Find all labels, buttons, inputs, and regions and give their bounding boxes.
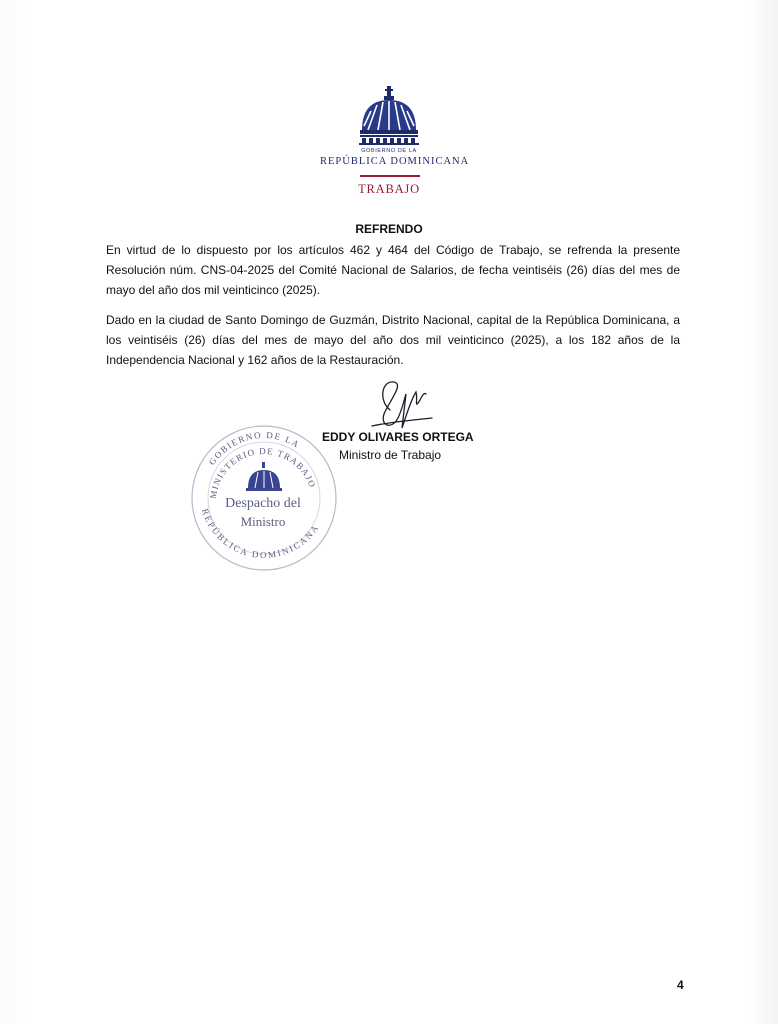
dome-icon: [356, 84, 422, 146]
document-heading: REFRENDO: [355, 222, 423, 236]
seal-inner-text: MINISTERIO DE TRABAJO: [207, 445, 318, 500]
paragraph-dado: Dado en la ciudad de Santo Domingo de Guzmán, Distrito Nacional, capital de la República Dominicana, a los veintiséis (26) días del mes de mayo del año dos mil veinticinco (2025), a los 182 años de la Independencia Nacional y 162 años de la Restauración.: [106, 313, 680, 367]
seal-dome-icon: [246, 462, 282, 491]
seal-center-line1: Despacho del: [225, 496, 301, 511]
paragraph-refrendo: En virtud de lo dispuesto por los artículos 462 y 464 del Código de Trabajo, se refrenda la presente Resolución núm. CNS-04-2025 del Comité Nacional de Salarios, de fecha veintiséis (26) días del mes de mayo del año dos mil veinticinco (2025).: [106, 243, 680, 297]
seal-center-line2: Ministro: [240, 514, 286, 529]
government-logo: [320, 84, 470, 204]
handwritten-signature: [360, 370, 440, 460]
signer-name: EDDY OLIVARES ORTEGA: [322, 430, 474, 444]
seal-bottom-text: REPÚBLICA DOMINICANA: [199, 507, 322, 561]
official-seal: [186, 418, 340, 576]
header-divider: [360, 175, 420, 177]
ministry-name: TRABAJO: [358, 182, 420, 196]
government-subtitle: GOBIERNO DE LA: [361, 148, 417, 154]
signer-title: Ministro de Trabajo: [339, 448, 442, 462]
page-number: 4: [677, 978, 684, 992]
seal-outer-text: GOBIERNO DE LA: [206, 429, 302, 467]
government-title: REPÚBLICA DOMINICANA: [320, 156, 470, 167]
